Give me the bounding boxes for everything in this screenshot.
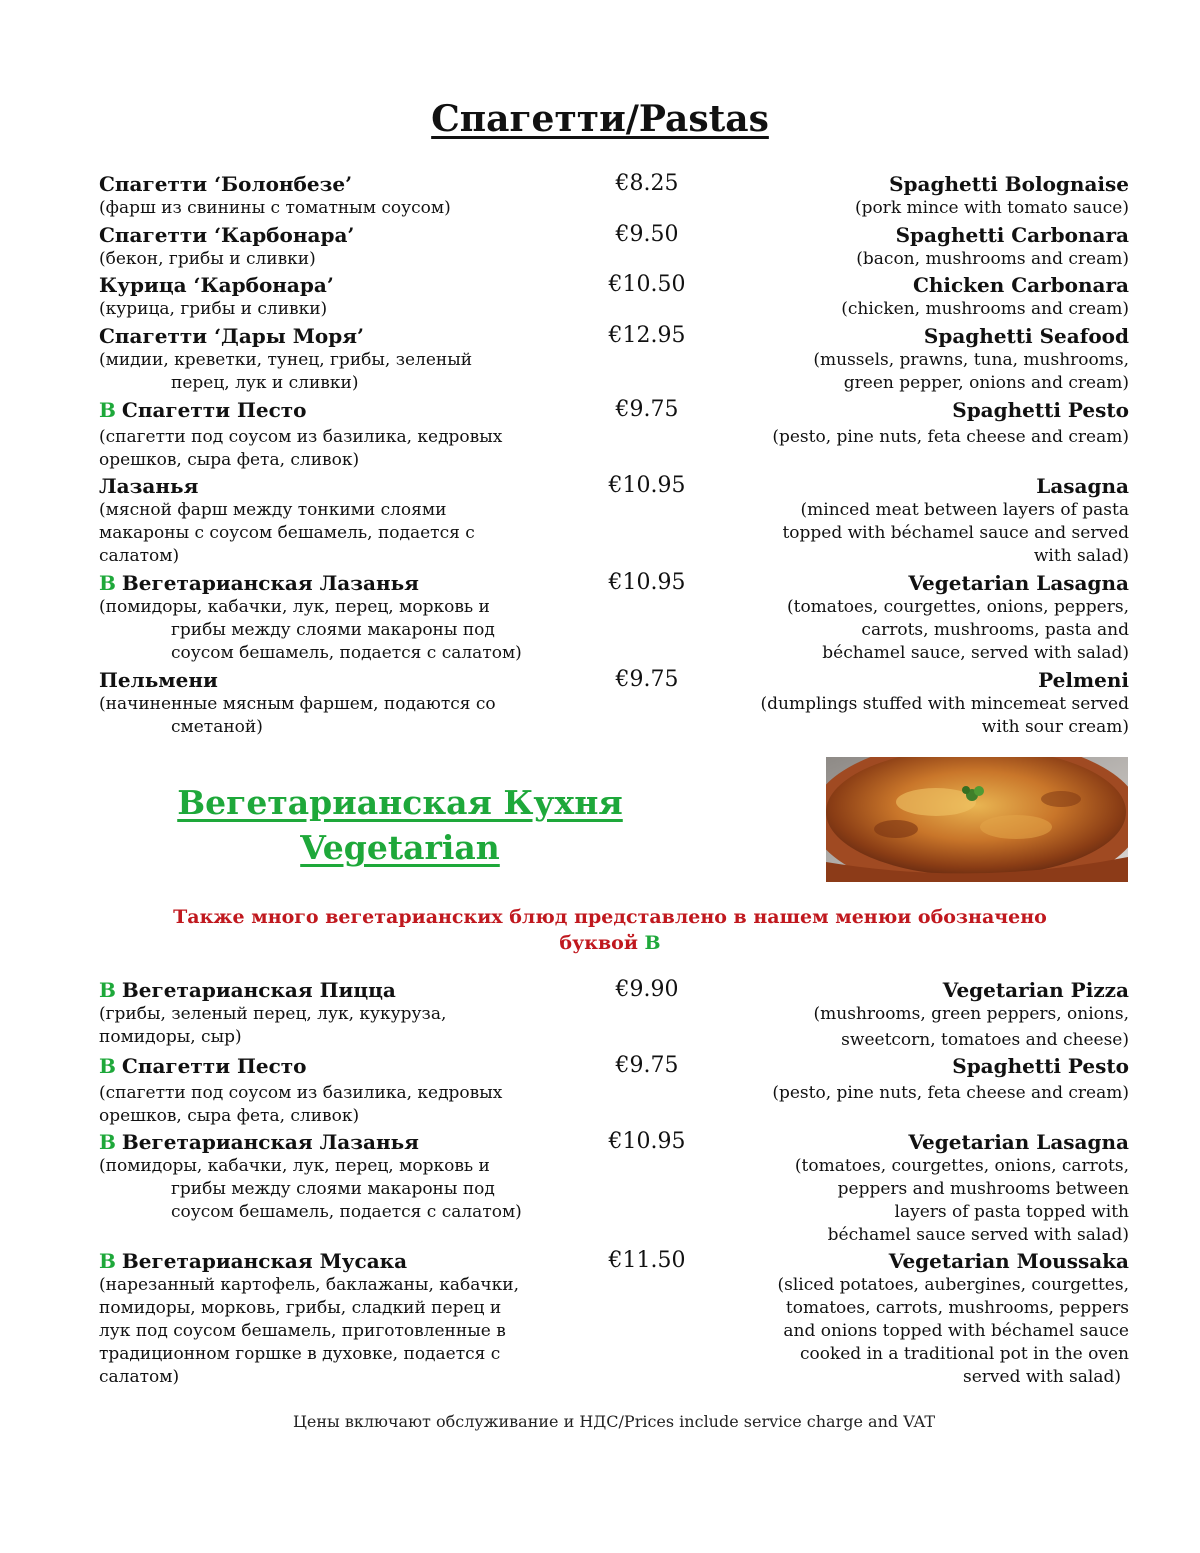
- item-desc-ru: (спагетти под соусом из базилика, кедровых: [99, 427, 503, 447]
- veg-marker: В: [99, 398, 116, 422]
- notice-line: буквой: [559, 932, 638, 954]
- item-desc-ru: сметаной): [171, 717, 263, 737]
- item-name-en: Pelmeni: [1038, 668, 1129, 692]
- pastas-title: Спагетти/Pastas: [431, 98, 769, 140]
- item-desc-en: layers of pasta topped with: [894, 1202, 1129, 1222]
- item-name-en: Spaghetti Pesto: [952, 1054, 1129, 1078]
- item-desc-en: (pork mince with tomato sauce): [854, 198, 1129, 218]
- item-price: €9.90: [615, 977, 679, 1002]
- item-desc-ru: соусом бешамель, подается с салатом): [171, 643, 522, 663]
- item-desc-en: carrots, mushrooms, pasta and: [861, 620, 1129, 640]
- veg-marker: В: [99, 571, 116, 595]
- veg-marker: В: [99, 978, 116, 1002]
- item-desc-en: and onions topped with béchamel sauce: [783, 1321, 1129, 1341]
- item-name-en: Vegetarian Lasagna: [908, 571, 1129, 595]
- veg-marker: В: [99, 1249, 116, 1273]
- item-name-ru: Вегетарианская Мусака: [121, 1249, 408, 1273]
- item-price: €12.95: [608, 323, 686, 348]
- item-name-en: Spaghetti Carbonara: [895, 223, 1129, 247]
- item-desc-ru: (начиненные мясным фаршем, подаются со: [99, 694, 496, 714]
- item-name-ru: Курица ‘Карбонара’: [99, 273, 334, 297]
- item-name-ru: Вегетарианская Пицца: [121, 978, 396, 1002]
- item-price: €8.25: [615, 171, 679, 196]
- item-name-ru: Лазанья: [99, 474, 199, 498]
- item-price: €9.75: [615, 667, 679, 692]
- item-desc-en: cooked in a traditional pot in the oven: [799, 1344, 1129, 1364]
- item-desc-en: (minced meat between layers of pasta: [800, 500, 1129, 520]
- item-name-ru: Вегетарианская Лазанья: [121, 1130, 419, 1154]
- vegetarian-title-ru: Вегетарианская Кухня: [177, 783, 623, 822]
- item-desc-en: (pesto, pine nuts, feta cheese and cream): [772, 427, 1129, 447]
- item-name-en: Chicken Carbonara: [912, 273, 1129, 297]
- item-name-en: Spaghetti Seafood: [923, 324, 1129, 348]
- item-desc-ru: (фарш из свинины с томатным соусом): [99, 198, 451, 218]
- item-name-ru: Пельмени: [99, 668, 218, 692]
- item-desc-en: (tomatoes, courgettes, onions, peppers,: [786, 597, 1129, 617]
- item-desc-ru: салатом): [99, 1367, 180, 1387]
- item-price: €10.50: [608, 272, 686, 297]
- vegetarian-title: [100, 780, 700, 870]
- item-desc-ru: макароны с соусом бешамель, подается с: [99, 523, 475, 543]
- item-price: €9.75: [615, 1053, 679, 1078]
- item-desc-en: (tomatoes, courgettes, onions, carrots,: [794, 1156, 1129, 1176]
- item-desc-ru: (грибы, зеленый перец, лук, кукуруза,: [99, 1004, 447, 1024]
- item-desc-en: topped with béchamel sauce and served: [782, 523, 1129, 543]
- price-footnote: Цены включают обслуживание и НДС/Prices include service charge and VAT: [292, 1412, 936, 1431]
- item-desc-ru: (нарезанный картофель, баклажаны, кабачки,: [99, 1275, 519, 1295]
- item-desc-en: béchamel sauce served with salad): [827, 1225, 1129, 1245]
- item-name-ru: Спагетти ‘Болонбезе’: [99, 172, 353, 196]
- item-price: €11.50: [608, 1248, 686, 1273]
- item-desc-en: (bacon, mushrooms and cream): [856, 249, 1129, 269]
- item-desc-ru: традиционном горшке в духовке, подается с: [99, 1344, 501, 1364]
- item-desc-ru: помидоры, морковь, грибы, сладкий перец и: [99, 1298, 502, 1318]
- vegetarian-title-en: Vegetarian: [300, 828, 500, 867]
- veg-marker: В: [644, 932, 661, 954]
- item-desc-en: peppers and mushrooms between: [837, 1179, 1129, 1199]
- item-desc-ru: грибы между слоями макароны под: [171, 1179, 495, 1199]
- item-desc-ru: лук под соусом бешамель, приготовленные в: [99, 1321, 506, 1341]
- item-desc-ru: грибы между слоями макароны под: [171, 620, 495, 640]
- item-desc-en: (sliced potatoes, aubergines, courgettes,: [777, 1275, 1129, 1295]
- item-desc-ru: орешков, сыра фета, сливок): [99, 450, 360, 470]
- item-desc-ru: (курица, грибы и сливки): [99, 299, 328, 319]
- item-name-en: Vegetarian Lasagna: [908, 1130, 1129, 1154]
- item-desc-en: (mushrooms, green peppers, onions,: [813, 1004, 1129, 1024]
- item-name-en: Spaghetti Pesto: [952, 398, 1129, 422]
- item-desc-en: (mussels, prawns, tuna, mushrooms,: [813, 350, 1129, 370]
- veg-marker: В: [99, 1130, 116, 1154]
- item-name-en: Vegetarian Pizza: [942, 978, 1129, 1002]
- item-desc-ru: соусом бешамель, подается с салатом): [171, 1202, 522, 1222]
- item-name-en: Vegetarian Moussaka: [888, 1249, 1129, 1273]
- item-price: €10.95: [608, 1129, 686, 1154]
- veg-marker: В: [99, 1054, 116, 1078]
- item-name-ru: Спагетти Песто: [121, 1054, 307, 1078]
- item-price: €9.50: [615, 222, 679, 247]
- vegetarian-notice: [0, 904, 1200, 956]
- item-name-en: Spaghetti Bolognaise: [889, 172, 1129, 196]
- item-desc-ru: орешков, сыра фета, сливок): [99, 1106, 360, 1126]
- item-desc-en: (pesto, pine nuts, feta cheese and cream): [772, 1083, 1129, 1103]
- item-desc-en: with sour cream): [981, 717, 1129, 737]
- item-name-ru: Спагетти ‘Карбонара’: [99, 223, 355, 247]
- item-desc-ru: (помидоры, кабачки, лук, перец, морковь и: [99, 1156, 490, 1176]
- item-price: €9.75: [615, 397, 679, 422]
- item-price: €10.95: [608, 570, 686, 595]
- item-desc-en: tomatoes, carrots, mushrooms, peppers: [785, 1298, 1129, 1318]
- item-desc-ru: (мясной фарш между тонкими слоями: [99, 500, 447, 520]
- item-desc-ru: салатом): [99, 546, 180, 566]
- item-name-ru: Вегетарианская Лазанья: [121, 571, 419, 595]
- item-name-ru: Спагетти Песто: [121, 398, 307, 422]
- notice-line: Также много вегетарианских блюд представлено в нашем менюи обозначено: [173, 906, 1047, 928]
- item-desc-ru: (мидии, креветки, тунец, грибы, зеленый: [99, 350, 473, 370]
- item-desc-en: with salad): [1033, 546, 1129, 566]
- item-desc-en: sweetcorn, tomatoes and cheese): [841, 1030, 1129, 1050]
- item-price: €10.95: [608, 473, 686, 498]
- item-desc-en: (dumplings stuffed with mincemeat served: [760, 694, 1129, 714]
- item-desc-en: green pepper, onions and cream): [843, 373, 1129, 393]
- item-desc-en: served with salad): [963, 1367, 1121, 1387]
- item-desc-ru: (спагетти под соусом из базилика, кедровых: [99, 1083, 503, 1103]
- item-desc-ru: (бекон, грибы и сливки): [99, 249, 316, 269]
- item-desc-en: béchamel sauce, served with salad): [822, 643, 1129, 663]
- lasagna-photo: [826, 757, 1128, 882]
- item-desc-en: (chicken, mushrooms and cream): [841, 299, 1129, 319]
- item-desc-ru: перец, лук и сливки): [171, 373, 359, 393]
- item-desc-ru: помидоры, сыр): [99, 1027, 242, 1047]
- item-name-en: Lasagna: [1036, 474, 1129, 498]
- item-desc-ru: (помидоры, кабачки, лук, перец, морковь и: [99, 597, 490, 617]
- item-name-ru: Спагетти ‘Дары Моря’: [99, 324, 364, 348]
